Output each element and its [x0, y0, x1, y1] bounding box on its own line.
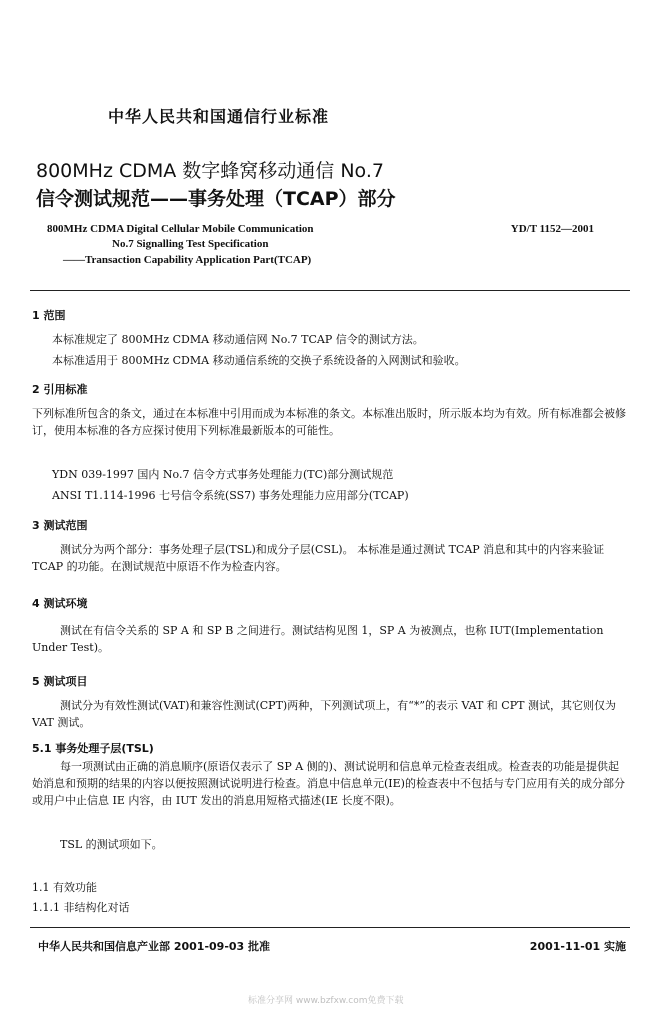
watermark-text: 标准分享网 www.bzfxw.com免费下载 [248, 996, 404, 1006]
section-5-paragraph-1: 测试分为有效性测试(VAT)和兼容性测试(CPT)两种，下列测试项上，有“*”的表示 VAT 和 CPT 测试，其它则仅为 VAT 测试。 [32, 699, 616, 729]
section-4-paragraph-1: 测试在有信令关系的 SP A 和 SP B 之间进行。测试结构见图 1，SP A 为被测点，也称 IUT(Implementation Under Test)。 [32, 624, 604, 654]
reference-ansi-t1-114: ANSI T1.114-1996 七号信令系统(SS7) 事务处理能力应用部分(TCAP) [52, 489, 409, 502]
header-divider [30, 290, 630, 291]
footer-divider [30, 927, 630, 928]
clause-1-1-heading: 1.1 有效功能 [32, 881, 97, 894]
section-1-heading: 1 范围 [32, 309, 66, 322]
approval-date: 中华人民共和国信息产业部 2001-09-03 批准 [38, 940, 271, 953]
title-english-line3: ——Transaction Capability Application Part(TCAP) [63, 254, 312, 266]
standard-number: YD/T 1152—2001 [510, 223, 594, 235]
subsection-5-1-paragraph-2: TSL 的测试项如下。 [60, 838, 163, 851]
title-english-line1: 800MHz CDMA Digital Cellular Mobile Communication [47, 223, 314, 235]
reference-ydn-039: YDN 039-1997 国内 No.7 信令方式事务处理能力(TC)部分测试规范 [52, 468, 394, 481]
section-3-paragraph-1: 测试分为两个部分：事务处理子层(TSL)和成分子层(CSL)。 本标准是通过测试 TCAP 消息和其中的内容来验证 TCAP 的功能。在测试规范中原语不作为检查内容。 [32, 543, 605, 573]
implementation-date: 2001-11-01 实施 [529, 940, 626, 953]
section-5-heading: 5 测试项目 [32, 675, 88, 688]
clause-1-1-1-heading: 1.1.1 非结构化对话 [32, 901, 130, 914]
subsection-5-1-paragraph-1: 每一项测试由正确的消息顺序(原语仅表示了 SP A 侧的)、测试说明和信息单元检查表组成。检查表的功能是提供起始消息和预期的结果的内容以便按照测试说明进行检查。消息中信息单元(IE)的检查表中不包括与专门应用有关的成分部分或用户中止信息 IE 内容，由 IUT 发出的消息用短格式描述(IE 长度不限)。 [32, 760, 625, 807]
title-chinese-line2: 信令测试规范——事务处理（TCAP）部分 [36, 188, 396, 210]
section-1-paragraph-2: 本标准适用于 800MHz CDMA 移动通信系统的交换子系统设备的入网测试和验收。 [52, 354, 466, 367]
title-chinese-line1: 800MHz CDMA 数字蜂窝移动通信 No.7 [36, 160, 384, 182]
section-1-paragraph-1: 本标准规定了 800MHz CDMA 移动通信网 No.7 TCAP 信令的测试方法。 [52, 333, 424, 346]
section-4-heading: 4 测试环境 [32, 597, 88, 610]
section-3-heading: 3 测试范围 [32, 519, 88, 532]
title-english-line2: No.7 Signalling Test Specification [112, 238, 269, 250]
section-2-heading: 2 引用标准 [32, 383, 88, 396]
issuing-authority-header: 中华人民共和国通信行业标准 [108, 107, 330, 126]
section-2-paragraph-1: 下列标准所包含的条文，通过在本标准中引用而成为本标准的条文。本标准出版时，所示版本均为有效。所有标准都会被修订，使用本标准的各方应探讨使用下列标准最新版本的可能性。 [32, 407, 626, 437]
subsection-5-1-heading: 5.1 事务处理子层(TSL) [32, 742, 154, 755]
